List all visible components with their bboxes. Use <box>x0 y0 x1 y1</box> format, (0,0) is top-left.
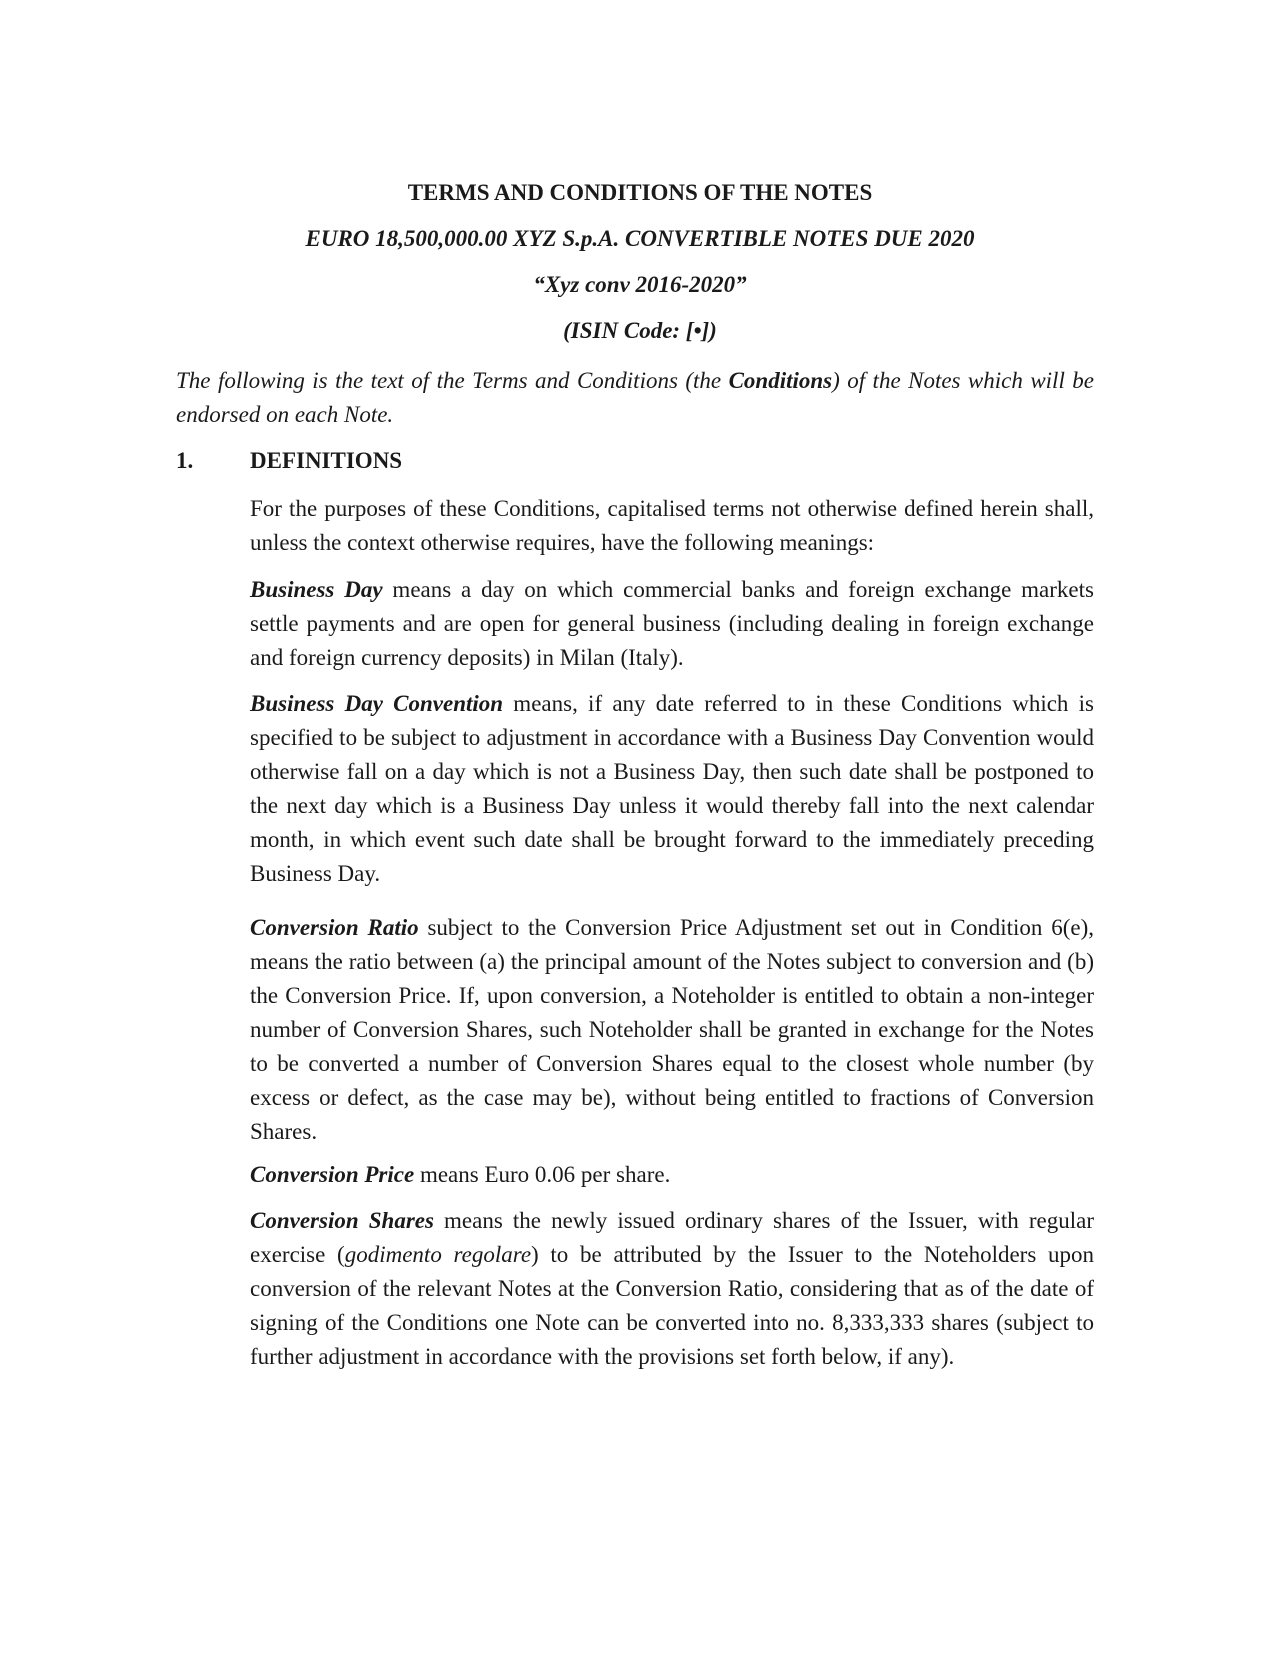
definition-text: subject to the Conversion Price Adjustment set out in Condition 6(e), means the ratio between (a) the principal amount of the Notes subject to conversion and (b) the Conversion Price. If, upon conversion, a Noteholder is entitled to obtain a non-integer number of Conversion Shares, such Noteholder shall be granted in exchange for the Notes to be converted a number of Conversion Shares equal to the closest whole number (by excess or defect, as the case may be), without being entitled to fractions of Conversion Shares. <box>250 915 1094 1144</box>
definition-italic-phrase: godimento regolare <box>344 1242 532 1267</box>
definition-business-day-convention <box>250 687 1094 891</box>
section-lead-paragraph: For the purposes of these Conditions, capitalised terms not otherwise defined herein shall, unless the context otherwise requires, have the following meanings: <box>250 496 1094 555</box>
intro-paragraph <box>176 364 1094 432</box>
definition-term: Conversion Shares <box>250 1208 434 1233</box>
definition-text: means a day on which commercial banks and foreign exchange markets settle payments and are open for general business (including dealing in foreign exchange and foreign currency deposits) in Milan (Italy). <box>250 577 1094 670</box>
definition-conversion-price <box>250 1158 1094 1192</box>
definition-term: Conversion Ratio <box>250 915 419 940</box>
intro-defined-term: Conditions <box>728 368 833 393</box>
definition-conversion-ratio <box>250 911 1094 1149</box>
section-title: DEFINITIONS <box>250 448 403 473</box>
definition-term: Conversion Price <box>250 1162 415 1187</box>
document-subtitle: EURO 18,500,000.00 XYZ S.p.A. CONVERTIBLE NOTES DUE 2020 <box>305 226 975 251</box>
notes-nickname: “Xyz conv 2016-2020” <box>533 272 747 297</box>
definition-text: means, if any date referred to in these Conditions which is specified to be subject to adjustment in accordance with a Business Day Convention would otherwise fall on a day which is not a Business Day, then such date shall be postponed to the next day which is a Business Day unless it would thereby fall into the next calendar month, in which event such date shall be brought forward to the immediately preceding Business Day. <box>250 691 1095 886</box>
isin-code: (ISIN Code: [•]) <box>563 318 717 343</box>
section-number: 1. <box>176 448 194 473</box>
definition-term: Business Day <box>250 577 383 602</box>
document-title: TERMS AND CONDITIONS OF THE NOTES <box>407 180 873 205</box>
definition-term: Business Day Convention <box>250 691 504 716</box>
definition-business-day <box>250 573 1094 675</box>
intro-text-before: The following is the text of the Terms and Conditions (the <box>176 368 729 393</box>
section-heading <box>176 446 402 476</box>
definition-text: means Euro 0.06 per share. <box>414 1162 671 1187</box>
definition-text: ) to be attributed by the Issuer to the Noteholders upon conversion of the relevant Notes at the Conversion Ratio, considering that as of the date of signing of the Conditions one Note can be converted into no. 8,333,333 shares (subject to further adjustment in accordance with the provisions set forth below, if any). <box>250 1242 1095 1369</box>
definition-conversion-shares <box>250 1204 1094 1374</box>
intro-text-after: ) of the Notes which will be endorsed on each Note. <box>176 368 1094 427</box>
definition-text: means the newly issued ordinary shares of the Issuer, with regular exercise ( <box>250 1208 1095 1267</box>
